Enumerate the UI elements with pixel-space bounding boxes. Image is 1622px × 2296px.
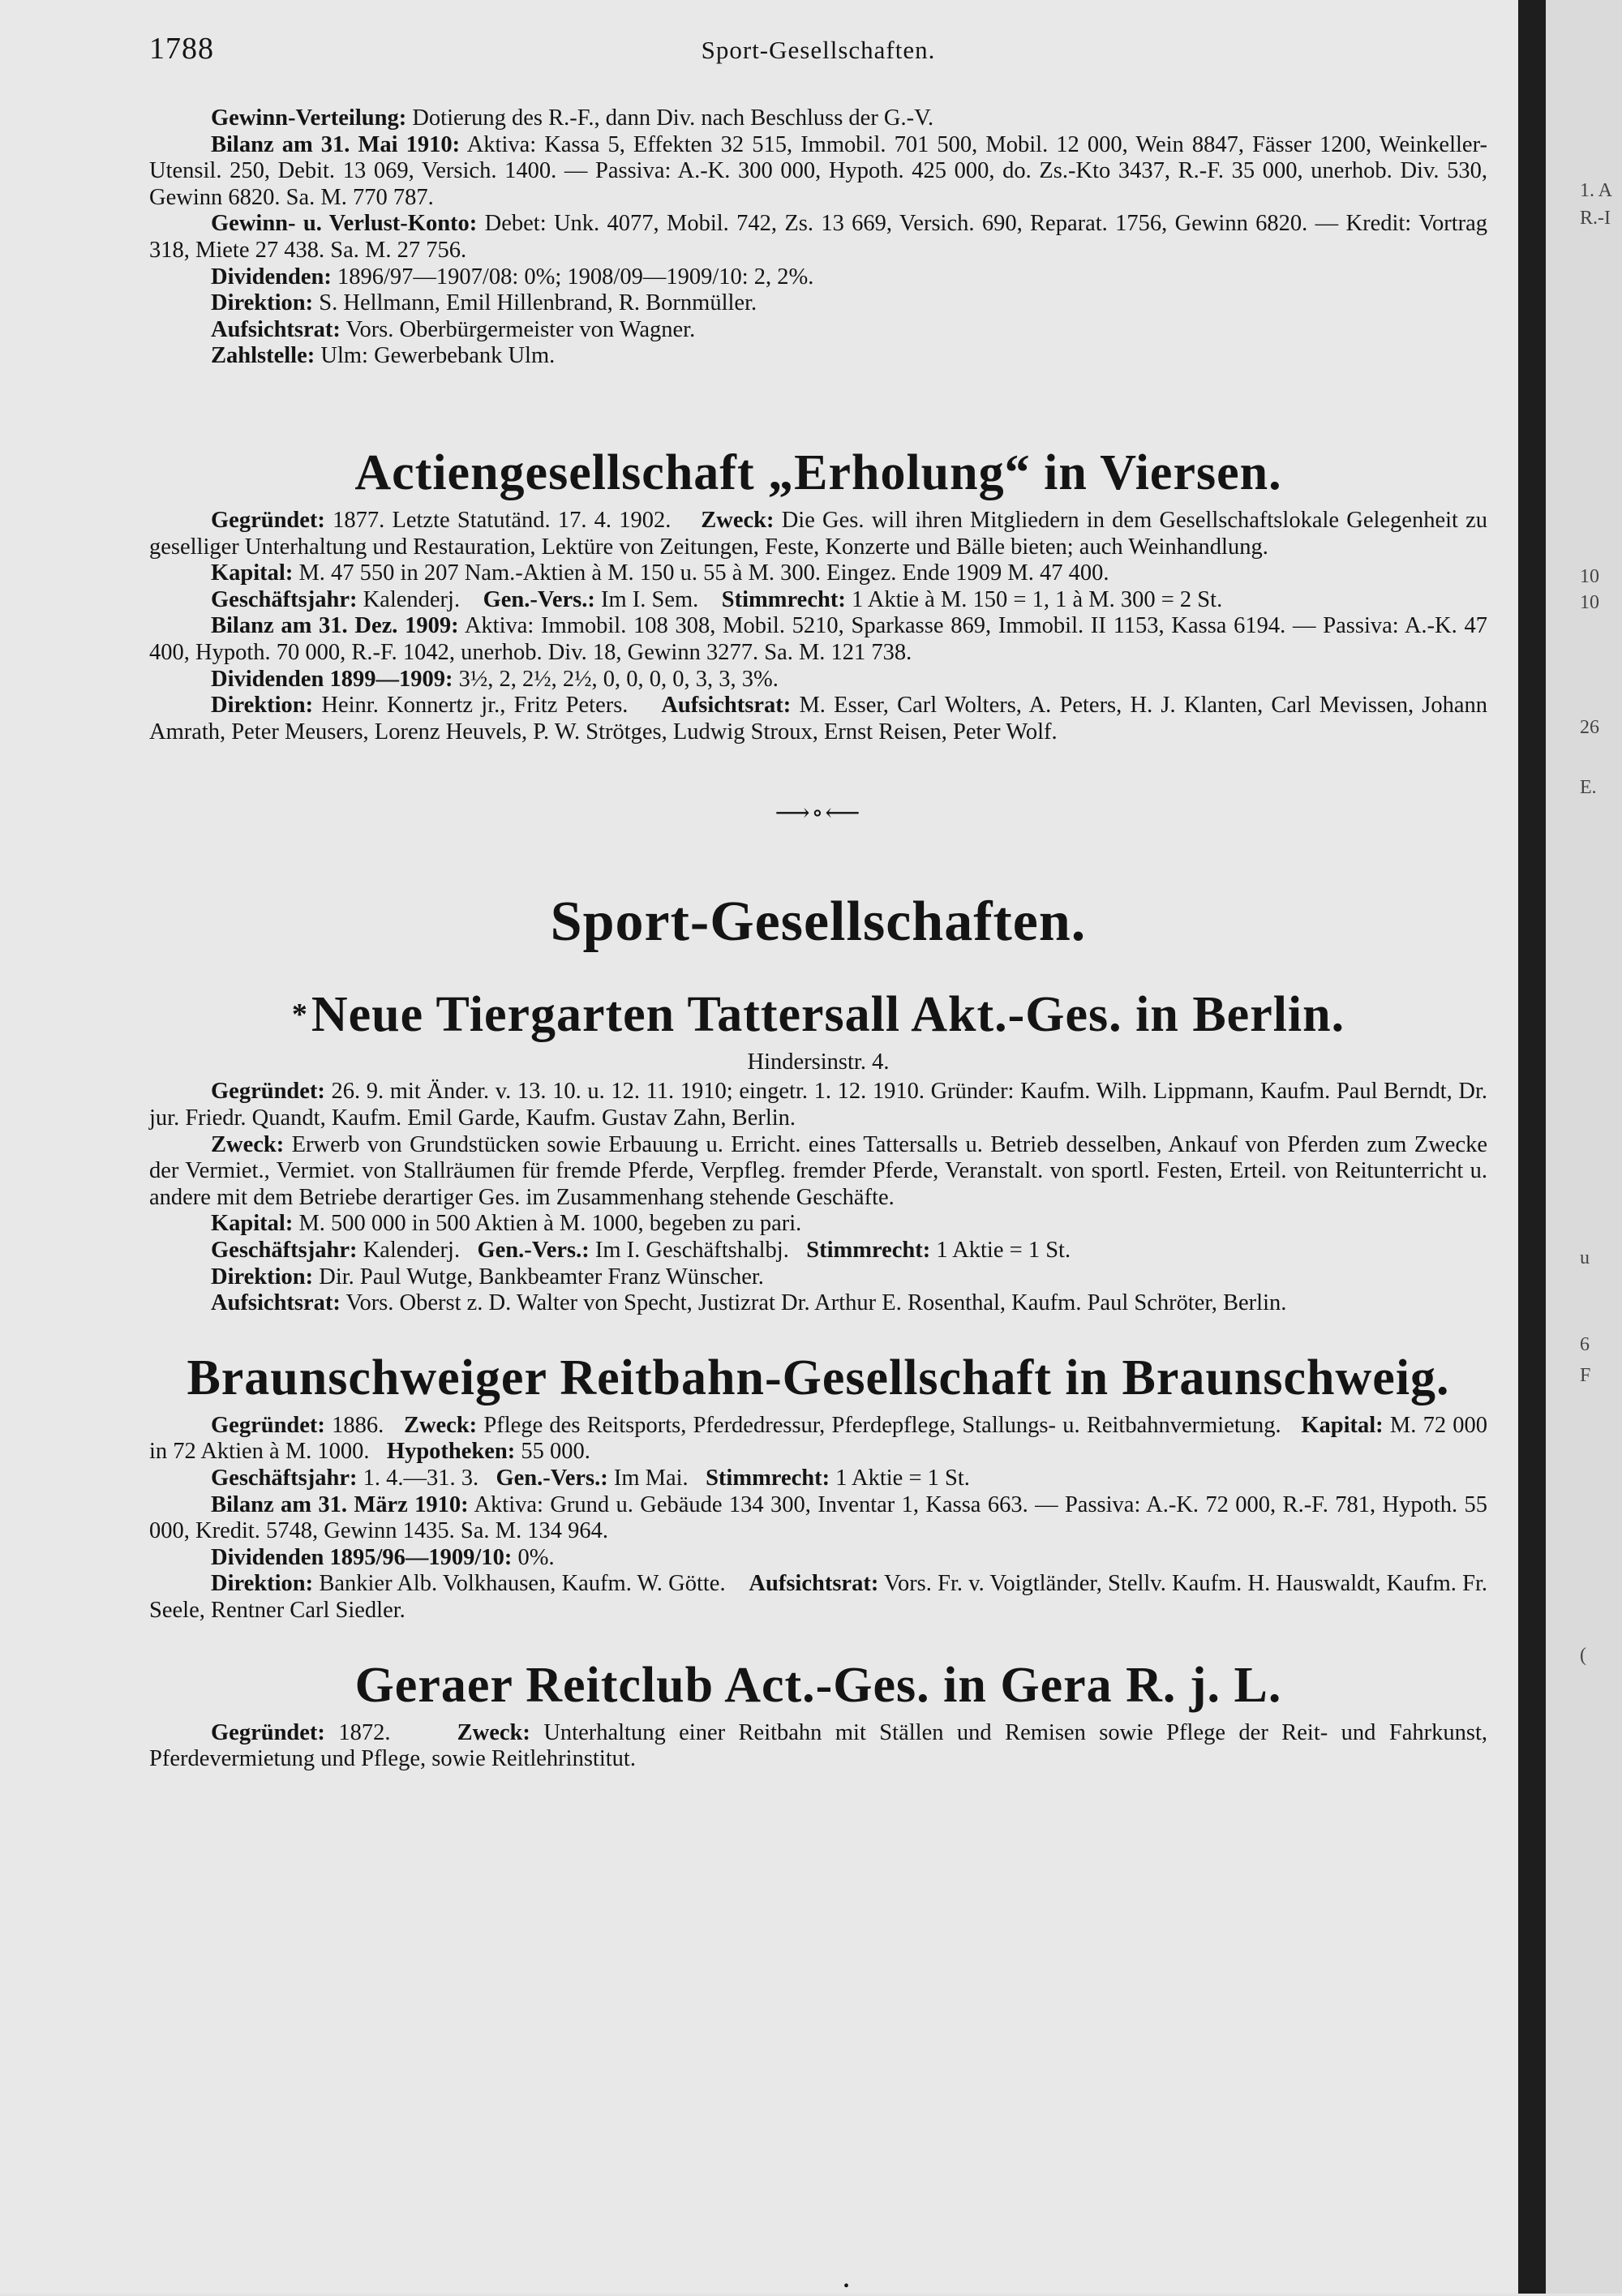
- field-key: Stimmrecht:: [706, 1466, 830, 1491]
- company-entry-tattersall: [149, 986, 1487, 1317]
- adjacent-text-fragment: 6: [1580, 1334, 1590, 1355]
- field-key: Gen.-Vers.:: [483, 586, 595, 612]
- field-value: Heinr. Konnertz jr., Fritz Peters.: [321, 693, 629, 719]
- paragraph: [149, 1079, 1487, 1131]
- paragraph: [149, 211, 1487, 264]
- field-key: Geschäftsjahr:: [211, 586, 358, 612]
- field-value: Vors. Oberst z. D. Walter von Specht, Justizrat Dr. Arthur E. Rosenthal, Kaufm. Paul Schröter, Berlin.: [345, 1290, 1287, 1316]
- field-key: Stimmrecht:: [806, 1238, 931, 1264]
- adjacent-text-fragment: 10: [1580, 592, 1599, 613]
- paragraph: [149, 105, 1487, 132]
- field-key: Dividenden:: [211, 264, 332, 290]
- field-value: Pflege des Reitsports, Pferdedressur, Pferdepflege, Stallungs- u. Reitbahnvermietung.: [483, 1412, 1281, 1438]
- section-heading: Sport-Gesellschaften.: [550, 890, 1087, 953]
- page-content: [149, 105, 1487, 1791]
- field-value: Die Ges. will ihren Mitgliedern in dem Gesellschaftslokale Gelegenheit zu geselliger Unterhaltung und Restauration, Lektüre von Zeitungen, Feste, Konzerte und Bälle bieten; auch Weinhandlung.: [149, 507, 1488, 560]
- paragraph: [149, 317, 1487, 344]
- page-header: [149, 31, 1487, 71]
- company-title: Braunschweiger Reitbahn-Gesellschaft in Braunschweig.: [187, 1350, 1450, 1405]
- field-value: M. 500 000 in 500 Aktien à M. 1000, begeben zu pari.: [298, 1211, 802, 1237]
- field-key: Direktion:: [211, 1571, 314, 1597]
- paragraph: [149, 1413, 1487, 1466]
- field-value: Dotierung des R.-F., dann Div. nach Beschluss der G.-V.: [412, 105, 934, 131]
- paragraph: [149, 613, 1487, 666]
- field-key: Bilanz am 31. Dez. 1909:: [211, 613, 459, 639]
- field-value: 26. 9. mit Änder. v. 13. 10. u. 12. 11. 1910; eingetr. 1. 12. 1910.: [331, 1079, 925, 1105]
- field-value: Im Mai.: [613, 1466, 689, 1491]
- field-value: Bankier Alb. Volkhausen, Kaufm. W. Götte.: [319, 1571, 726, 1597]
- field-value: Erwerb von Grundstücken sowie Erbauung u. Erricht. eines Tattersalls u. Betrieb desselben, Ankauf von Pferden zum Zwecke der Vermiet., Vermiet. von Stallräumen für fremde Pferde, Verpfleg. fremder Pferde, Veranstalt. von sportl. Festen, Erteil. von Reitunterricht u. andere mit dem Betriebe derartiger Ges. im Zusammenhang stehende Geschäfte.: [149, 1131, 1487, 1210]
- paragraph: [149, 1492, 1487, 1545]
- field-key: Gegründet:: [211, 1719, 325, 1745]
- field-value: Im I. Geschäftshalbj.: [594, 1238, 789, 1264]
- field-value: S. Hellmann, Emil Hillenbrand, R. Bornmüller.: [319, 290, 757, 316]
- field-value: 1 Aktie = 1 St.: [835, 1466, 970, 1491]
- field-key: Aufsichtsrat:: [749, 1571, 879, 1597]
- company-entry-erholung: [149, 444, 1487, 745]
- field-key: Stimmrecht:: [721, 586, 846, 612]
- ornament-divider: ⟶∘⟵: [775, 800, 862, 827]
- field-value: Vors. Fr. v. Voigtländer, Stellv. Kaufm. H. Hauswaldt, Kaufm. Fr. Seele, Rentner Carl Siedler.: [149, 1571, 1488, 1623]
- paragraph: [149, 1720, 1487, 1773]
- field-value: Kaufm. Wilh. Lippmann, Kaufm. Paul Berndt, Dr. jur. Friedr. Quandt, Kaufm. Emil Garde, Kaufm. Gustav Zahn, Berlin.: [149, 1079, 1488, 1131]
- field-value: M. Esser, Carl Wolters, A. Peters, H. J. Klanten, Carl Mevissen, Johann Amrath, Peter Meusers, Lorenz Heuvels, P. W. Strötges, Ludwig Stroux, Ernst Reisen, Peter Wolf.: [149, 693, 1488, 745]
- field-value: Dir. Paul Wutge, Bankbeamter Franz Wünscher.: [319, 1264, 764, 1290]
- paragraph: [149, 290, 1487, 317]
- paragraph: [149, 1132, 1487, 1212]
- field-value: Debet: Unk. 4077, Mobil. 742, Zs. 13 669, Versich. 690, Reparat. 1756, Gewinn 6820. — Kredit: Vortrag 318, Miete 27 438. Sa. M. 27 756.: [149, 211, 1488, 263]
- field-key: Kapital:: [211, 560, 294, 586]
- field-key: Geschäftsjahr:: [211, 1466, 358, 1491]
- paragraph: [149, 1264, 1487, 1291]
- field-key: Aufsichtsrat:: [661, 693, 792, 719]
- paragraph: [149, 560, 1487, 587]
- field-key: Zweck:: [701, 507, 775, 533]
- field-key: Gegründet:: [211, 507, 325, 533]
- field-value: 0%.: [517, 1544, 555, 1570]
- paragraph: [149, 1290, 1487, 1317]
- field-key: Gen.-Vers.:: [477, 1238, 590, 1264]
- paragraph: [149, 1545, 1487, 1572]
- adjacent-text-fragment: 10: [1580, 566, 1599, 587]
- paragraph: [149, 667, 1487, 693]
- paragraph: [149, 1571, 1487, 1624]
- field-value: 1877. Letzte Statutänd. 17. 4. 1902.: [333, 507, 672, 533]
- field-key: Aufsichtsrat:: [211, 316, 341, 342]
- adjacent-text-fragment: 26: [1580, 717, 1599, 738]
- running-title: Sport-Gesellschaften.: [701, 36, 936, 64]
- paragraph: [149, 132, 1487, 212]
- field-value: 1886.: [332, 1412, 384, 1438]
- field-value: Kalenderj.: [363, 586, 461, 612]
- field-value: M. 47 550 in 207 Nam.-Aktien à M. 150 u. 55 à M. 300. Eingez. Ende 1909 M. 47 400.: [298, 560, 1109, 586]
- field-key: Gründer:: [930, 1079, 1015, 1105]
- field-key: Kapital:: [211, 1211, 294, 1237]
- adjacent-text-fragment: u: [1580, 1247, 1590, 1268]
- field-value: 1 Aktie = 1 St.: [936, 1238, 1071, 1264]
- adjacent-text-fragment: E.: [1580, 777, 1597, 798]
- field-key: Aufsichtsrat:: [211, 1290, 341, 1316]
- company-title: Geraer Reitclub Act.-Ges. in Gera R. j. L.: [354, 1657, 1282, 1713]
- field-value: 1872.: [338, 1719, 391, 1745]
- field-key: Direktion:: [211, 290, 314, 316]
- paragraph: [149, 343, 1487, 370]
- field-key: Gen.-Vers.:: [496, 1466, 608, 1491]
- field-value: M. 72 000 in 72 Aktien à M. 1000.: [149, 1412, 1488, 1465]
- field-key: Zweck:: [457, 1719, 530, 1745]
- adjacent-text-fragment: (: [1580, 1645, 1586, 1666]
- field-key: Kapital:: [1301, 1412, 1384, 1438]
- paragraph: [149, 1238, 1487, 1264]
- field-key: Zweck:: [211, 1131, 285, 1157]
- field-key: Hypotheken:: [386, 1439, 516, 1465]
- field-value: Aktiva: Immobil. 108 308, Mobil. 5210, Sparkasse 869, Immobil. II 1153, Kassa 6194. — Passiva: A.-K. 47 400, Hypoth. 70 000, R.-F. 1042, unerhob. Div. 18, Gewinn 3277. Sa. M. 121 738.: [149, 613, 1487, 665]
- paragraph: [149, 693, 1487, 745]
- adjacent-text-fragment: F: [1580, 1365, 1591, 1386]
- field-key: Direktion:: [211, 693, 314, 719]
- paragraph: [149, 508, 1487, 560]
- adjacent-page-edge: [1546, 0, 1622, 2294]
- field-key: Zweck:: [403, 1412, 478, 1438]
- field-key: Gewinn- u. Verlust-Konto:: [211, 211, 478, 237]
- field-key: Gegründet:: [211, 1412, 325, 1438]
- field-value: 1896/97—1907/08: 0%; 1908/09—1909/10: 2, 2%.: [337, 264, 814, 290]
- field-value: 1 Aktie à M. 150 = 1, 1 à M. 300 = 2 St.: [851, 586, 1223, 612]
- field-key: Dividenden 1895/96—1909/10:: [211, 1544, 513, 1570]
- paragraph: [149, 1466, 1487, 1492]
- company-entry-gera: [149, 1657, 1487, 1773]
- field-value: 55 000.: [521, 1439, 590, 1465]
- field-key: Geschäftsjahr:: [211, 1238, 358, 1264]
- field-value: Vors. Oberbürgermeister von Wagner.: [345, 316, 696, 342]
- field-value: Im I. Sem.: [600, 586, 699, 612]
- company-address: Hindersinstr. 4.: [747, 1049, 890, 1075]
- adjacent-text-fragment: R.-I: [1580, 208, 1611, 229]
- field-key: Gewinn-Verteilung:: [211, 105, 407, 131]
- field-key: Gegründet:: [211, 1079, 325, 1105]
- field-value: Kalenderj.: [363, 1238, 461, 1264]
- field-value: Aktiva: Kassa 5, Effekten 32 515, Immobil. 701 500, Mobil. 12 000, Wein 8847, Fässer 1200, Weinkeller-Utensil. 250, Debit. 13 069, Versich. 1400. — Passiva: A.-K. 300 000, Hypoth. 425 000, do. Zs.-Kto 3437, R.-F. 35 000, unerhob. Div. 530, Gewinn 6820. Sa. M. 770 787.: [149, 131, 1487, 210]
- binding-gutter: [1518, 0, 1546, 2294]
- paragraph: [149, 1211, 1487, 1238]
- paragraph: [149, 587, 1487, 614]
- field-key: Bilanz am 31. Mai 1910:: [211, 131, 461, 157]
- company-entry-braunschweig: [149, 1350, 1487, 1624]
- field-value: Aktiva: Grund u. Gebäude 134 300, Inventar 1, Kassa 663. — Passiva: A.-K. 72 000, R.-F. 781, Hypoth. 55 000, Kredit. 5748, Gewinn 1435. Sa. M. 134 964.: [149, 1491, 1488, 1544]
- field-key: Bilanz am 31. März 1910:: [211, 1491, 469, 1517]
- field-value: Unterhaltung einer Reitbahn mit Ställen und Remisen sowie Pflege der Reit- und Fahrkunst, Pferdevermietung und Pflege, sowie Reitlehrinstitut.: [149, 1719, 1487, 1772]
- field-value: 3½, 2, 2½, 2½, 0, 0, 0, 0, 3, 3, 3%.: [458, 666, 779, 692]
- field-value: Ulm: Gewerbebank Ulm.: [320, 343, 556, 369]
- adjacent-text-fragment: 1. A: [1580, 180, 1613, 201]
- entry-continuation: [149, 105, 1487, 370]
- field-key: Zahlstelle:: [211, 343, 315, 369]
- page-number: 1788: [149, 32, 214, 66]
- field-key: Dividenden 1899—1909:: [211, 666, 453, 692]
- page-bottom-mark: •: [843, 2277, 850, 2295]
- company-title: * Neue Tiergarten Tattersall Akt.-Ges. in Berlin.: [149, 986, 1487, 1043]
- field-key: Direktion:: [211, 1264, 314, 1290]
- paragraph: [149, 264, 1487, 291]
- field-value: 1. 4.—31. 3.: [363, 1466, 479, 1491]
- company-title: Actiengesellschaft „Erholung“ in Viersen.: [354, 444, 1282, 500]
